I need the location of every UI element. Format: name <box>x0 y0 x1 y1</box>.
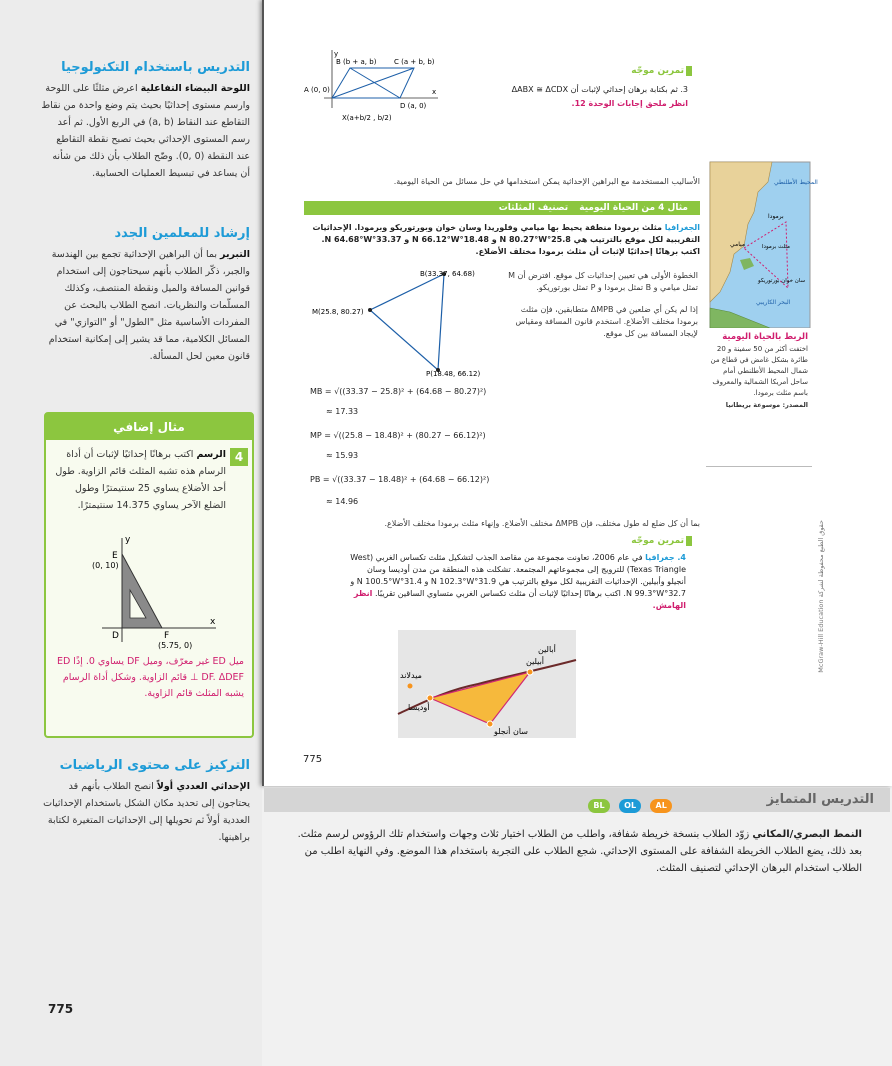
fig3-x-point: X(a+b/2 , b/2) <box>342 114 392 122</box>
exercise-3: 3. ثم بكتابة برهان إحداثي لإثبات أن ΔABX ≅ ΔCDX <box>511 85 688 94</box>
step-2: إذا لم يكن أي ضلعين في ΔMPB متطابقين، فإن مثلث برمودا مختلف الأضلاع. استخدم قانون المسافة ومقياس لإيجاد المسافة بين كل موقع. <box>515 305 698 338</box>
tri-b: B(33.37, 64.68) <box>420 270 475 278</box>
eq-mb: MB = √((33.37 − 25.8)² + (64.68 − 80.27)²) <box>310 387 487 396</box>
guided-practice-label-2: تمرين موجّه <box>631 536 684 546</box>
exercise-4-answer: انظر الهامش. <box>353 589 686 610</box>
extra-example-body <box>54 446 226 514</box>
tech-body <box>40 80 250 182</box>
teacher-sidebar <box>0 0 262 1066</box>
fig3-c: C (a + b, b) <box>394 58 435 66</box>
fig3-a: A (0, 0) <box>304 86 330 94</box>
copyright-vertical: حقوق الطبع محفوظة لشركة McGraw-Hill Education <box>817 520 825 673</box>
map-caribbean: البحر الكاريبي <box>756 299 791 306</box>
real-world-source: المصدر: موسوعة بريطانيا <box>725 401 808 409</box>
texas-triangle-map <box>398 630 576 738</box>
tri-m: M(25.8, 80.27) <box>312 308 364 316</box>
focus-lead: الإحداثي العددي أولاً <box>156 781 250 792</box>
map-bermuda: برمودا <box>768 213 784 220</box>
texas-midland: ميدلاند <box>400 671 422 680</box>
differentiated-instruction-bar <box>264 788 890 812</box>
extra-example-heading: مثال إضافي <box>46 414 252 440</box>
diff-body <box>282 826 862 877</box>
focus-body <box>40 778 250 846</box>
guided-marker-2 <box>686 536 692 546</box>
fig-point-d: D <box>112 631 119 641</box>
badge-al: AL <box>650 799 672 813</box>
fig3-b: B (b + a, b) <box>336 58 377 66</box>
texas-top-label: أبالين <box>538 645 556 654</box>
tri-p: P(18.48, 66.12) <box>426 370 481 378</box>
fig-x-label: x <box>210 617 216 627</box>
new-teachers-heading: إرشاد للمعلمين الجدد <box>114 226 250 241</box>
example-bar-label: مثال 4 من الحياة اليومية <box>579 203 688 213</box>
new-teachers-body <box>40 246 250 365</box>
eq-mp: MP = √((25.8 − 18.48)² + (80.27 − 66.12)²) <box>310 431 486 440</box>
example-title: تصنيف المثلثات <box>498 203 569 213</box>
texas-sanangelo: سان أنجلو <box>494 727 528 736</box>
example-4-bar <box>304 201 700 215</box>
extra-example-number: 4 <box>230 448 248 466</box>
bermuda-triangle-graph <box>308 264 498 378</box>
map-triangle: مثلث برمودا <box>762 244 790 250</box>
diff-text: زوّد الطلاب بنسخة خريطة شفافة، واطلب من الطلاب اختيار ثلاث وجهات واستخدام تلك الرؤوس لرسم مثلث. بعد ذلك، يضع الطلاب الخريطة الشفافة على المستوى الإحداثي. شجع الطلاب على التجربة باستخدام هذا الموضع. وفي النهاية اطلب من الطلاب استخدام البرهان الإحداثي لتصنيف المثلث. <box>297 829 862 874</box>
extra-text: اكتب برهانًا إحداثيًا لإثبات أن أداة الرسام هذه تشبه المثلث قائم الزاوية. طول أحد الأضلاع يساوي 25 سنتيمترًا وطول الضلع الآخر يساوي 14.375 سنتيمترًا. <box>55 449 226 511</box>
texas-odessa: أوديسا <box>408 703 430 712</box>
badge-ol: OL <box>619 799 641 813</box>
fig-e-coord: (0, 10) <box>92 561 119 570</box>
map-sanjuan: سان خوان بورتوريكو <box>758 278 806 284</box>
diff-lead: النمط البصري/المكاني <box>752 829 862 840</box>
geo-problem: الجغرافيا مثلث برمودا منطقة يحيط بها ميامي وفلوريدا وسان خوان وبورتوريكو وبرمودا. الإحداثيات التقريبية لكل موقع بالترتيب هي 25.8°N 80.27°W و 18.48°N 66.12°W و 33.37°N 64.68°W. اكتب برهانًا إحداثيًا لإثبات أن مثلث برمودا مختلف الأضلاع. <box>312 223 700 256</box>
geo-text: مثلث برمودا منطقة يحيط بها ميامي وفلوريدا وسان خوان وبورتوريكو وبرمودا. الإحداثيات التقريبية لكل موقع بالترتيب هي 25.8°N 80.27°W و 18.48°N 66.12°W و 33.37°N 64.68°W. اكتب برهانًا إحداثيًا لإثبات أن مثلث برمودا مختلف الأضلاع. <box>312 223 700 256</box>
texas-abilene: أبيلين <box>526 657 545 666</box>
map-miami: ميامي <box>730 241 746 248</box>
student-page-number: 775 <box>303 754 323 765</box>
guided-practice-label: تمرين موجّه <box>631 66 684 76</box>
bermuda-map <box>710 162 818 328</box>
map-ocean: المحيط الأطلنطي <box>774 179 818 186</box>
fig-f-coord: (5.75, 0) <box>158 641 193 650</box>
extra-lead: الرسم <box>196 449 226 460</box>
new-text: بما أن البراهين الإحداثية تجمع بين الهندسة والجبر، ذكّر الطلاب بأنهم سيحتاجون إلى استخدام قوانين المسافة والميل ونقطة المنتصف، وكذلك المسلّمات والنظريات. انصح الطلاب بالبحث عن المفردات الأساسية مثل "الطول" أو "التوازي" في المسائل الكلامية، مما قد يشير إلى إمكانية استخدام قانون معين لحل المسألة. <box>48 249 250 362</box>
extra-example-box <box>44 412 254 738</box>
fig-y-label: y <box>125 535 131 545</box>
real-world-label: الربط بالحياة اليومية <box>722 332 808 342</box>
right-triangle-figure <box>82 532 222 650</box>
real-world-text: اختفت أكثر من 50 سفينة و 20 طائرة بشكل غامض في قطاع من شمال المحيط الأطلنطي أمام ساحل أمريكا الشمالية والمعروف باسم مثلث برمودا. <box>710 345 808 397</box>
fig3-d: D (a, 0) <box>400 102 427 110</box>
exercise-4-label: 4. جغرافيا <box>645 553 686 562</box>
tech-text: اعرض مثلثًا على اللوحة وارسم مستوى إحداثيًا بحيث يتم وضع واحدة من نقاط التقاطع عند النقاط (a, b) في الربع الأول. ثم أعد رسم المستوى الإحداثي بحيث تصبح نقطة التقاطع عند النقطة (0 ,0). وضّح الطلاب بأن ذلك من شأنه أن يساعد في تبسيط العمليات الحسابية. <box>41 83 250 179</box>
tech-heading: التدريس باستخدام التكنولوجيا <box>61 60 250 75</box>
step-1: الخطوة الأولى هي تعيين إحداثيات كل موقع. افترض أن M تمثل ميامي و B تمثل برمودا و P تمثل بورتوريكو. <box>508 271 698 292</box>
methods-note: الأساليب المستخدمة مع البراهين الإحداثية يمكن استخدامها في حل مسائل من الحياة اليومية. <box>393 177 700 186</box>
eq-mb-value: ≈ 17.33 <box>326 407 359 416</box>
focus-heading: التركيز على محتوى الرياضيات <box>59 758 250 773</box>
focus-text: انصح الطلاب بأنهم قد يحتاجون إلى تحديد مكان الشكل باستخدام الإحداثيات العددية أولاً ثم تحويلها إلى الإحداثيات المتغيرة لكتابة براهينها. <box>43 781 250 843</box>
exercise-4 <box>346 552 686 612</box>
sidebar-page-number: 775 <box>48 1002 74 1016</box>
eq-pb: PB = √((33.37 − 18.48)² + (64.68 − 66.12)²) <box>310 475 490 484</box>
new-lead: التبرير <box>220 249 250 260</box>
conclusion: بما أن كل ضلع له طول مختلف، فإن ΔMPB مختلف الأضلاع. وإنهاء مثلث برمودا مختلف الأضلاع. <box>384 519 700 528</box>
extra-answer: ميل ED غير معرّف، وميل DF يساوي 0. إذًا ED ⊥ DF. ΔDEF قائم الزاوية. وشكل أداة الرسام يشبه المثلث قائم الزاوية. <box>56 656 244 699</box>
exercise-4-text: في عام 2006، تعاونت مجموعة من مقاصد الجذب لتشكيل مثلث تكساس الغربي (West Texas Triangle) للترويج إلى مجموعاتهم المجتمعة. تشكلت هذه المنطقة من مدن أوديسا وسان أنجيلو وأبيلين. الإحداثيات التقريبية لكل موقع بالترتيب هي 31.9°N 102.3°W و 31.4°N 100.5°W و 32.7°N 99.3°W. اكتب برهانًا إحداثيًا لإثبات أن مثلث تكساس الغربي متساوي الساقين تقريبًا. <box>350 553 686 598</box>
real-world-link-box <box>706 328 812 467</box>
congruence-figure <box>304 48 442 126</box>
eq-pb-value: ≈ 14.96 <box>326 497 359 506</box>
fig-point-e: E <box>112 551 118 561</box>
badge-bl: BL <box>588 799 610 813</box>
diff-badges <box>584 793 672 813</box>
fig3-y: y <box>334 50 339 58</box>
fig-point-f: F <box>164 631 170 641</box>
exercise-3-answer: انظر ملحق إجابات الوحدة 12. <box>571 99 688 108</box>
fig3-x: x <box>432 88 437 96</box>
eq-mp-value: ≈ 15.93 <box>326 451 359 460</box>
tech-lead: اللوحة البيضاء التفاعلية <box>140 83 250 94</box>
diff-heading: التدريس المتمايز <box>766 792 874 807</box>
guided-marker <box>686 66 692 76</box>
